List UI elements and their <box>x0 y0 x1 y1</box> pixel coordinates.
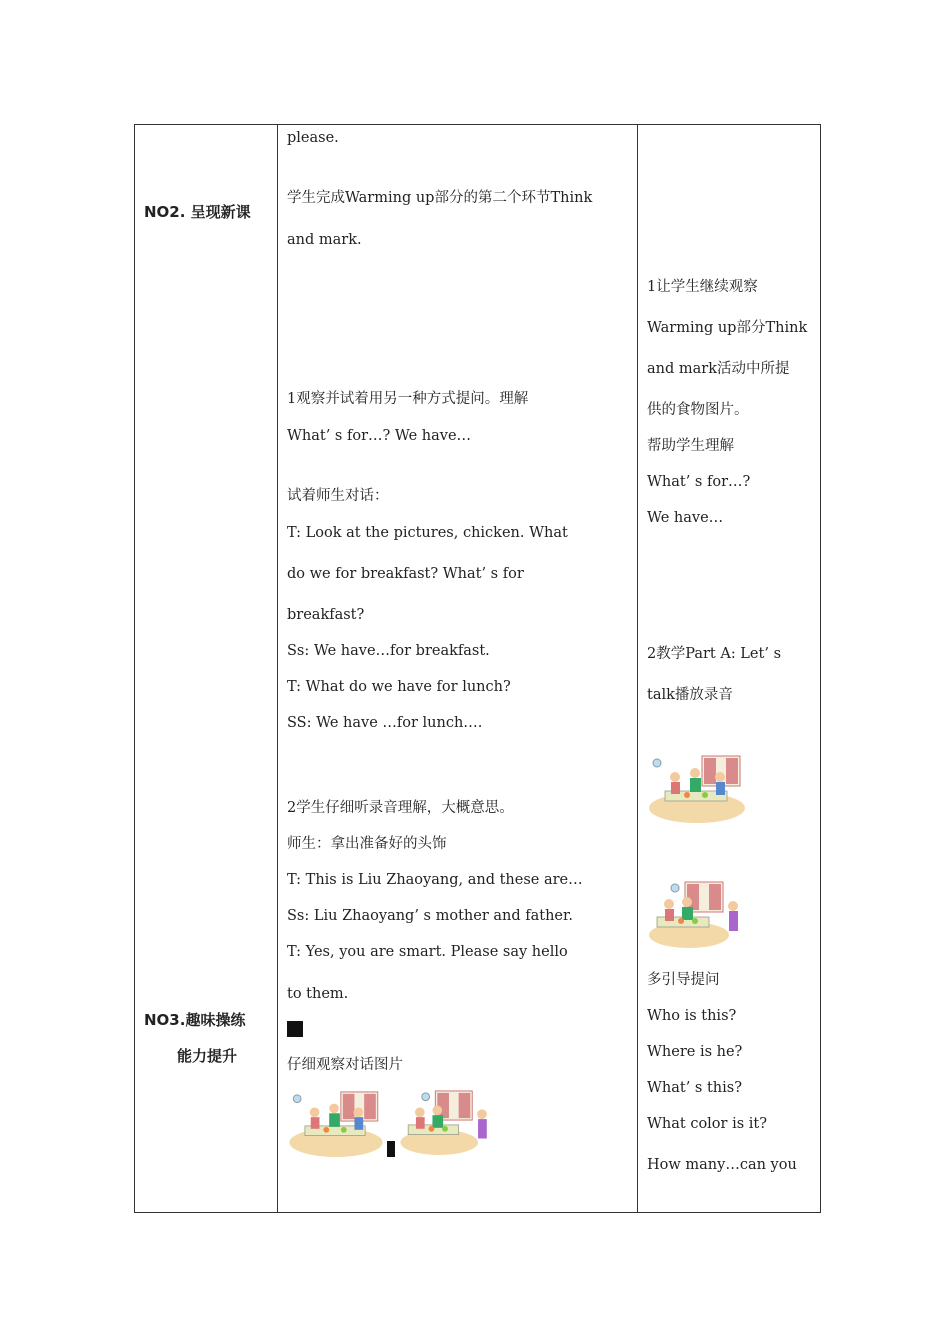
column-divider <box>637 125 638 1212</box>
middle-line: 试着师生对话： <box>287 488 389 504</box>
middle-line: Ss: Liu Zhaoyang’ s mother and father. <box>287 908 573 924</box>
column-divider <box>277 125 278 1212</box>
middle-line: 师生：拿出准备好的头饰 <box>287 836 447 852</box>
right-line: 1让学生继续观察 <box>647 279 758 295</box>
middle-line: to them. <box>287 986 349 1002</box>
middle-line: 1观察并试着用另一种方式提问。理解 <box>287 391 529 407</box>
right-line: talk播放录音 <box>647 687 733 703</box>
right-line: Who is this? <box>647 1008 737 1024</box>
middle-line: breakfast? <box>287 607 365 623</box>
right-line: 2教学Part A: Let’ s <box>647 646 782 662</box>
middle-line: 仔细观察对话图片 <box>287 1057 403 1073</box>
right-line: 多引导提问 <box>647 972 720 988</box>
middle-line: What’ s for…? We have… <box>287 428 472 444</box>
middle-line: please. <box>287 130 339 146</box>
section-no3-label-2: 能力提升 <box>177 1047 238 1065</box>
right-line: What’ s this? <box>647 1080 743 1096</box>
right-line: How many…can you <box>647 1157 797 1173</box>
middle-line: T: Look at the pictures, chicken. What <box>287 525 568 541</box>
family-dinner-illustration <box>647 753 747 823</box>
right-line: 供的食物图片。 <box>647 402 749 418</box>
middle-line: 学生完成Warming up部分的第二个环节Think <box>287 190 593 206</box>
middle-line: T: This is Liu Zhaoyang, and these are… <box>287 872 583 888</box>
middle-line: T: What do we have for lunch? <box>287 679 511 695</box>
family-breakfast-illustration <box>647 880 747 948</box>
black-bar-mark <box>387 1141 395 1157</box>
middle-line: and mark. <box>287 232 362 248</box>
right-line: What color is it? <box>647 1116 768 1132</box>
family-dinner-illustration-small <box>287 1089 385 1157</box>
middle-line: 2学生仔细听录音理解，大概意思。 <box>287 800 514 816</box>
right-line: We have… <box>647 510 724 526</box>
middle-line: SS: We have …for lunch…. <box>287 715 483 731</box>
middle-line: Ss: We have…for breakfast. <box>287 643 490 659</box>
black-square-mark <box>287 1021 303 1037</box>
family-breakfast-illustration-small <box>397 1089 497 1155</box>
right-line: Warming up部分Think <box>647 320 808 336</box>
right-line: 帮助学生理解 <box>647 438 734 454</box>
middle-line: do we for breakfast? What’ s for <box>287 566 524 582</box>
section-no3-label: NO3.趣味操练 <box>144 1011 246 1029</box>
right-line: and mark活动中所提 <box>647 361 790 377</box>
right-line: Where is he? <box>647 1044 743 1060</box>
right-line: What’ s for…? <box>647 474 751 490</box>
middle-line: T: Yes, you are smart. Please say hello <box>287 944 568 960</box>
section-no2-label: NO2. 呈现新课 <box>144 203 251 221</box>
